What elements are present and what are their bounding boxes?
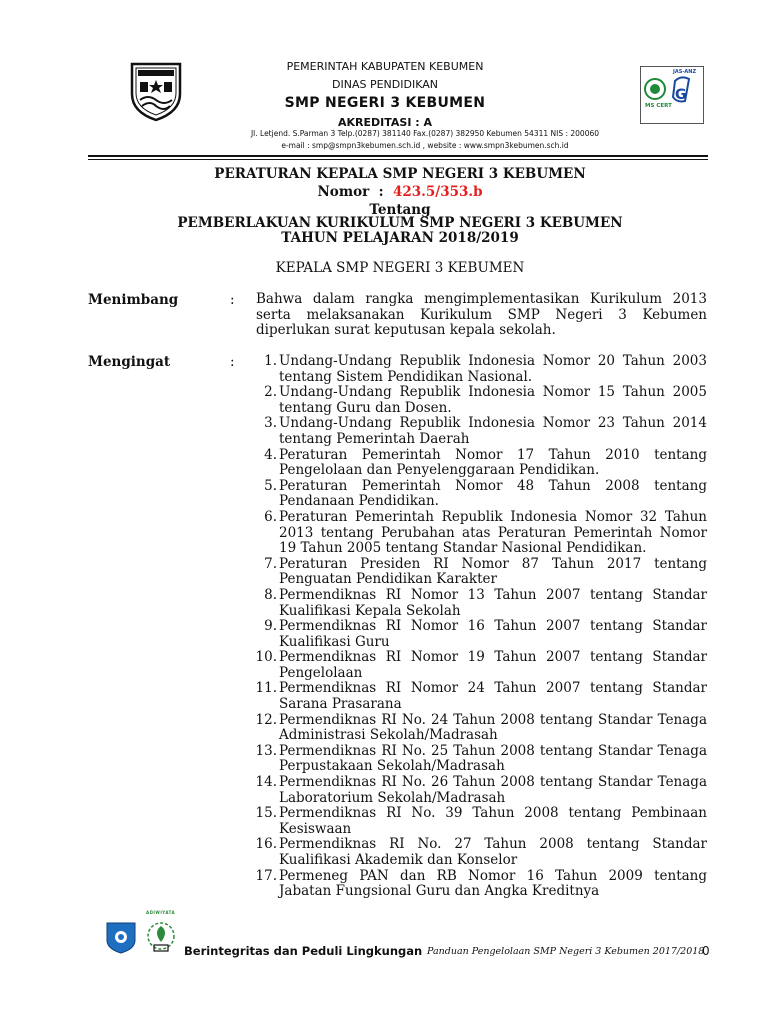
regulation-title: PERATURAN KEPALA SMP NEGERI 3 KEBUMEN [214,166,586,182]
list-item [252,354,707,385]
list-item-number: 1. [264,353,277,369]
list-item [252,557,707,588]
list-item-number: 10. [255,649,277,666]
letterhead-accreditation: AKREDITASI : A [338,116,432,129]
footer-school-logo [104,920,138,954]
list-item [252,837,707,868]
list-item [252,744,707,775]
list-item [252,510,707,557]
list-item-text: Peraturan Pemerintah Republik Indonesia Nomor 32 Tahun 2013 tentang Perubahan atas Peraturan Pemerintah Nomor 19 Tahun 2005 tentang Standar Nasional Pendidikan. [279,508,707,557]
list-item-text: Permendiknas RI Nomor 13 Tahun 2007 tentang Standar Kualifikasi Kepala Sekolah [279,586,707,619]
regulation-number [120,184,680,200]
list-item-text: Permendiknas RI Nomor 24 Tahun 2007 tentang Standar Sarana Prasarana [279,680,707,713]
list-item-text: Permeneg PAN dan RB Nomor 16 Tahun 2009 tentang Jabatan Fungsional Guru dan Angka Kreditnya [279,867,707,900]
list-item-text: Peraturan Presiden RI Nomor 87 Tahun 2017 tentang Penguatan Pendidikan Karakter [279,555,707,588]
list-item-text: Undang-Undang Republik Indonesia Nomor 15 Tahun 2005 tentang Guru dan Dosen. [279,384,707,416]
iso-certification-logo [640,66,704,124]
list-item-text: Permendiknas RI No. 39 Tahun 2008 tentang Pembinaan Kesiswaan [279,805,707,837]
letterhead-department: DINAS PENDIDIKAN [332,78,438,91]
letterhead-rule-thin [88,159,708,160]
regulation-subject-line1: PEMBERLAKUAN KURIKULUM SMP NEGERI 3 KEBUMEN [177,215,623,231]
list-item [252,650,707,681]
footer-guide-title: Panduan Pengelolaan SMP Negeri 3 Kebumen 2017/2018 [427,946,705,957]
footer-adiwiyata-label: ADIWIYATA [146,910,176,915]
cert-globe-icon [641,67,703,123]
list-item-text: Undang-Undang Republik Indonesia Nomor 20 Tahun 2003 tentang Sistem Pendidikan Nasional. [279,353,707,385]
list-item [252,619,707,650]
list-item [252,588,707,619]
list-item-text: Peraturan Pemerintah Nomor 17 Tahun 2010 tentang Pengelolaan dan Penyelenggaraan Pendidikan. [279,446,707,479]
list-item [252,416,707,447]
menimbang-colon: : [230,292,235,308]
cert-jas-anz-label: JAS-ANZ [673,69,697,75]
mengingat-label: Mengingat [88,354,171,370]
list-item [252,385,707,416]
list-item-text: Permendiknas RI No. 24 Tahun 2008 tentang Standar Tenaga Administrasi Sekolah/Madrasah [279,711,707,744]
footer-adiwiyata-logo [142,918,180,958]
list-item-number: 12. [255,711,277,728]
list-item-number: 15. [255,805,277,822]
list-item-number: 5. [264,477,277,494]
footer-motto: Berintegritas dan Peduli Lingkungan [184,944,423,958]
list-item-number: 7. [264,555,277,572]
footer-page-number: 0 [702,944,710,958]
list-item-number: 11. [255,680,277,697]
list-item-text: Undang-Undang Republik Indonesia Nomor 23 Tahun 2014 tentang Pemerintah Daerah [279,415,707,447]
letterhead-school-name: SMP NEGERI 3 KEBUMEN [284,95,486,111]
list-item [252,775,707,806]
list-item-text: Permendiknas RI Nomor 16 Tahun 2007 tentang Standar Kualifikasi Guru [279,618,707,650]
menimbang-text: Bahwa dalam rangka mengimplementasikan Kurikulum 2013 serta melaksanakan Kurikulum SMP Negeri 3 Kebumen diperlukan surat keputusan kepala sekolah. [256,291,707,338]
list-item-text: Permendiknas RI No. 26 Tahun 2008 tentang Standar Tenaga Laboratorium Sekolah/Madrasah [279,774,707,806]
regulation-tentang: Tentang [369,202,431,218]
nomor-value: 423.5/353.b [393,184,483,200]
menimbang-label: Menimbang [88,292,179,308]
kebumen-regency-emblem [128,60,184,122]
list-item [252,448,707,479]
list-item-number: 9. [264,618,277,635]
list-item-number: 17. [255,867,277,884]
cert-ms-label: MS CERT [645,103,672,109]
letterhead-address: Jl. Letjend. S.Parman 3 Telp.(0287) 381140 Fax.(0287) 382950 Kebumen 54311 NIS : 200060 [250,129,600,138]
regulation-subject-line2: TAHUN PELAJARAN 2018/2019 [281,230,519,246]
regulation-issuer: KEPALA SMP NEGERI 3 KEBUMEN [275,260,525,276]
list-item [252,479,707,510]
list-item-text: Permendiknas RI Nomor 19 Tahun 2007 tentang Standar Pengelolaan [279,649,707,681]
list-item-number: 3. [264,415,277,432]
list-item-number: 14. [255,774,277,791]
nomor-label: Nomor : [317,184,393,200]
list-item-number: 4. [264,446,277,463]
list-item [252,806,707,837]
list-item-number: 2. [264,384,277,401]
list-item [252,869,707,900]
letterhead-rule-thick [88,155,708,157]
list-item-number: 16. [255,836,277,853]
list-item-number: 8. [264,586,277,603]
mengingat-list [252,354,707,900]
list-item-text: Permendiknas RI No. 27 Tahun 2008 tentang Standar Kualifikasi Akademik dan Konselor [279,836,707,868]
list-item-number: 6. [264,508,277,525]
mengingat-colon: : [230,354,235,370]
list-item-text: Peraturan Pemerintah Nomor 48 Tahun 2008 tentang Pendanaan Pendidikan. [279,477,707,510]
list-item-text: Permendiknas RI No. 25 Tahun 2008 tentang Standar Tenaga Perpustakaan Sekolah/Madrasah [279,742,707,775]
svg-text:G: G [675,87,687,103]
list-item [252,681,707,712]
letterhead-contact: e-mail : smp@smpn3kebumen.sch.id , website : www.smpn3kebumen.sch.id [281,141,569,150]
list-item [252,713,707,744]
letterhead-government: PEMERINTAH KABUPATEN KEBUMEN [286,60,484,73]
list-item-number: 13. [255,742,277,759]
